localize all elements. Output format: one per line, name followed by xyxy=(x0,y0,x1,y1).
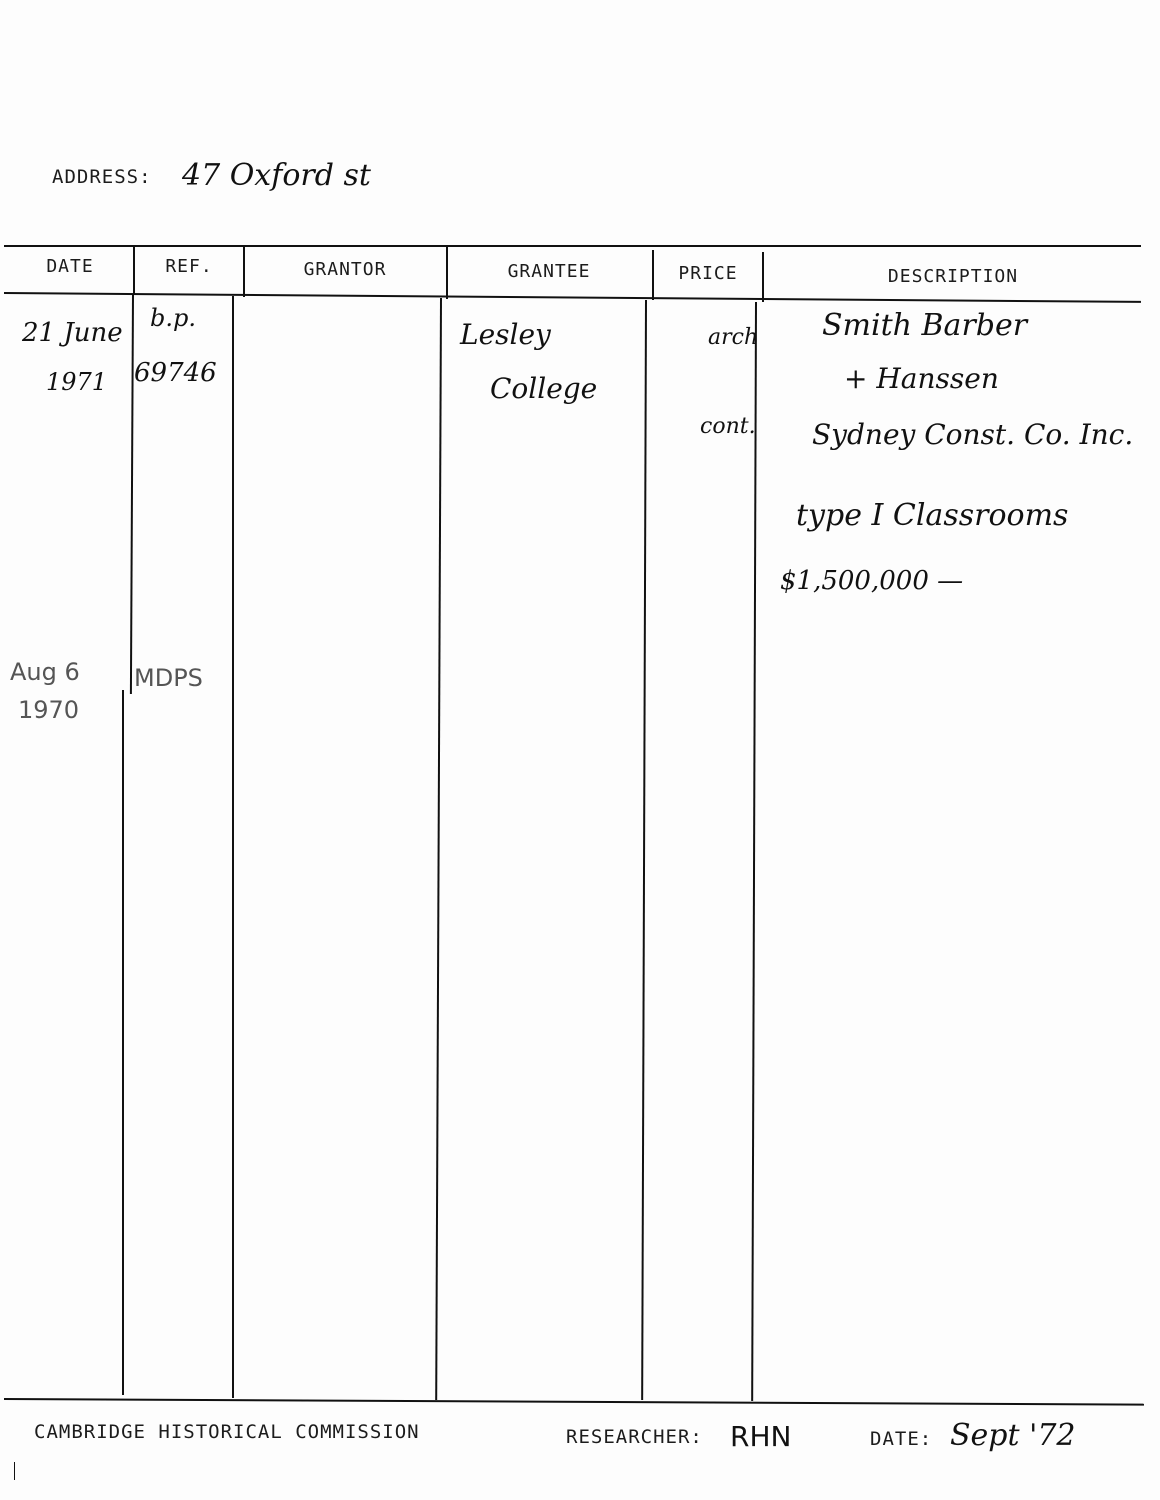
entry-2-ref: MDPS xyxy=(134,664,203,692)
scan-edge-mark xyxy=(14,1462,15,1480)
researcher-value: RHN xyxy=(730,1420,792,1453)
date-label: DATE: xyxy=(870,1428,933,1450)
entry-1-ref-type: b.p. xyxy=(150,304,196,332)
col-header-description: DESCRIPTION xyxy=(887,266,1019,287)
address-label: ADDRESS: xyxy=(52,166,152,188)
entry-1-price-arch: arch xyxy=(708,325,759,350)
entry-1-price-cont: cont. xyxy=(700,414,756,439)
col-divider-date-ref xyxy=(122,690,124,1395)
col-divider-ref-grantor xyxy=(232,296,234,1398)
entry-1-desc-architect: Smith Barber xyxy=(822,308,1028,343)
col-header-ref: REF. xyxy=(165,256,213,277)
entry-1-desc-architect-2: + Hanssen xyxy=(844,362,999,395)
header-bottom-rule xyxy=(4,292,1141,303)
entry-2-date-year: 1970 xyxy=(18,696,80,724)
col-divider-price-desc xyxy=(751,302,757,1401)
entry-2-date-day: Aug 6 xyxy=(10,658,80,686)
entry-1-desc-cost: $1,500,000 — xyxy=(780,566,964,596)
col-divider-grantor-grantee xyxy=(435,298,442,1400)
date-value: Sept '72 xyxy=(950,1418,1076,1453)
col-header-date: DATE xyxy=(46,256,94,277)
researcher-label: RESEARCHER: xyxy=(566,1426,703,1448)
col-header-price: PRICE xyxy=(678,263,738,284)
col-divider-date-ref-upper xyxy=(130,294,134,694)
col-header-grantee: GRANTEE xyxy=(507,261,591,282)
col-header-grantor: GRANTOR xyxy=(303,259,387,280)
entry-1-desc-building: type I Classrooms xyxy=(796,498,1069,533)
entry-1-grantee-line2: College xyxy=(490,372,598,405)
address-value: 47 Oxford st xyxy=(182,158,371,193)
table-bottom-rule xyxy=(4,1398,1144,1406)
commission-name: CAMBRIDGE HISTORICAL COMMISSION xyxy=(34,1421,420,1443)
col-divider-grantee-price xyxy=(641,300,647,1400)
entry-1-date-day: 21 June xyxy=(22,318,123,348)
entry-1-ref-number: 69746 xyxy=(134,358,217,388)
entry-1-desc-contractor: Sydney Const. Co. Inc. xyxy=(812,418,1134,451)
entry-1-date-year: 1971 xyxy=(46,368,108,396)
entry-1-grantee-line1: Lesley xyxy=(460,318,551,351)
table-top-rule xyxy=(4,245,1141,247)
